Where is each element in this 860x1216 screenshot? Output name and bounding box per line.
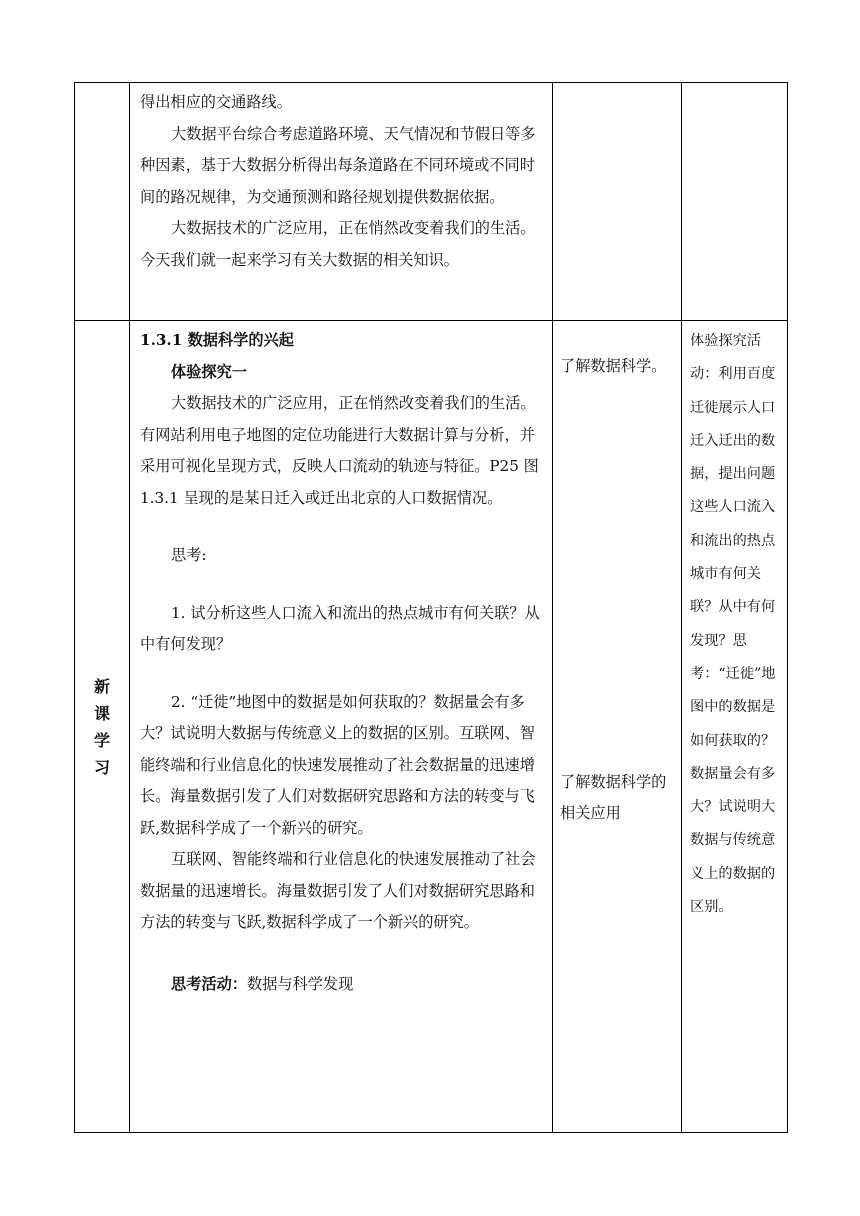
intro-paragraph: 大数据技术的广泛应用，正在悄然改变着我们的生活。有网站利用电子地图的定位功能进行大数据计算与分析，并采用可视化呈现方式，反映人口流动的轨迹与特征。P25 图 1.3.1 呈现的是某日迁入或迁出北京的人口数据情况。: [140, 394, 539, 507]
cell-category: [75, 321, 130, 1133]
section-heading: 1.3.1 数据科学的兴起: [140, 331, 294, 349]
cell-goal-empty: [553, 83, 682, 321]
goal-1: 了解数据科学。: [560, 357, 667, 375]
paragraph-application: 大数据技术的广泛应用，正在悄然改变着我们的生活。今天我们就一起来学习有关大数据的相关知识。: [140, 219, 536, 269]
paragraph-route: 得出相应的交通路线。: [140, 93, 292, 111]
activity-text: 数据与科学发现: [246, 974, 354, 993]
cell-lesson-content: [130, 321, 553, 1133]
question-1: 1. 试分析这些人口流入和流出的热点城市有何关联？从中有何发现？: [140, 603, 540, 653]
cell-student-activity: [682, 321, 788, 1133]
cell-content-continued: [130, 83, 553, 321]
cell-category-empty: [75, 83, 130, 321]
think-label: 思考:: [171, 546, 207, 564]
section-subheading: 体验探究一: [171, 362, 247, 381]
cell-teaching-goals: [553, 321, 682, 1133]
goal-2: 了解数据科学的相关应用: [560, 773, 667, 822]
table-row-continuation: [75, 83, 788, 321]
section-label: 新课学习: [93, 676, 110, 777]
activity-label: 思考活动：: [171, 974, 247, 993]
question-2: 2. “迁徙”地图中的数据是如何获取的？数据量会有多大？试说明大数据与传统意义上的数据的区别。互联网、智能终端和行业信息化的快速发展推动了社会数据量的迅速增长。海量数据引发了人们对数据研究思路和方法的转变与飞跃,数据科学成了一个新兴的研究。: [140, 692, 535, 837]
cell-activity-empty: [682, 83, 788, 321]
paragraph-platform: 大数据平台综合考虑道路环境、天气情况和节假日等多种因素，基于大数据分析得出每条道路在不同环境或不同时间的路况规律，为交通预测和路径规划提供数据依据。: [140, 124, 536, 206]
lesson-plan-table: [74, 82, 788, 1133]
paragraph-data-growth: 互联网、智能终端和行业信息化的快速发展推动了社会数据量的迅速增长。海量数据引发了人们对数据研究思路和方法的转变与飞跃,数据科学成了一个新兴的研究。: [140, 850, 536, 931]
table-row-new-lesson: [75, 321, 788, 1133]
student-activity-text: 体验探究活动：利用百度迁徙展示人口迁入迁出的数据，提出问题这些人口流入和流出的热点城市有何关联？从中有何发现？思考：“迁徙”地图中的数据是如何获取的？数据量会有多大？试说明大数据与传统意义上的数据的区别。: [690, 333, 776, 916]
